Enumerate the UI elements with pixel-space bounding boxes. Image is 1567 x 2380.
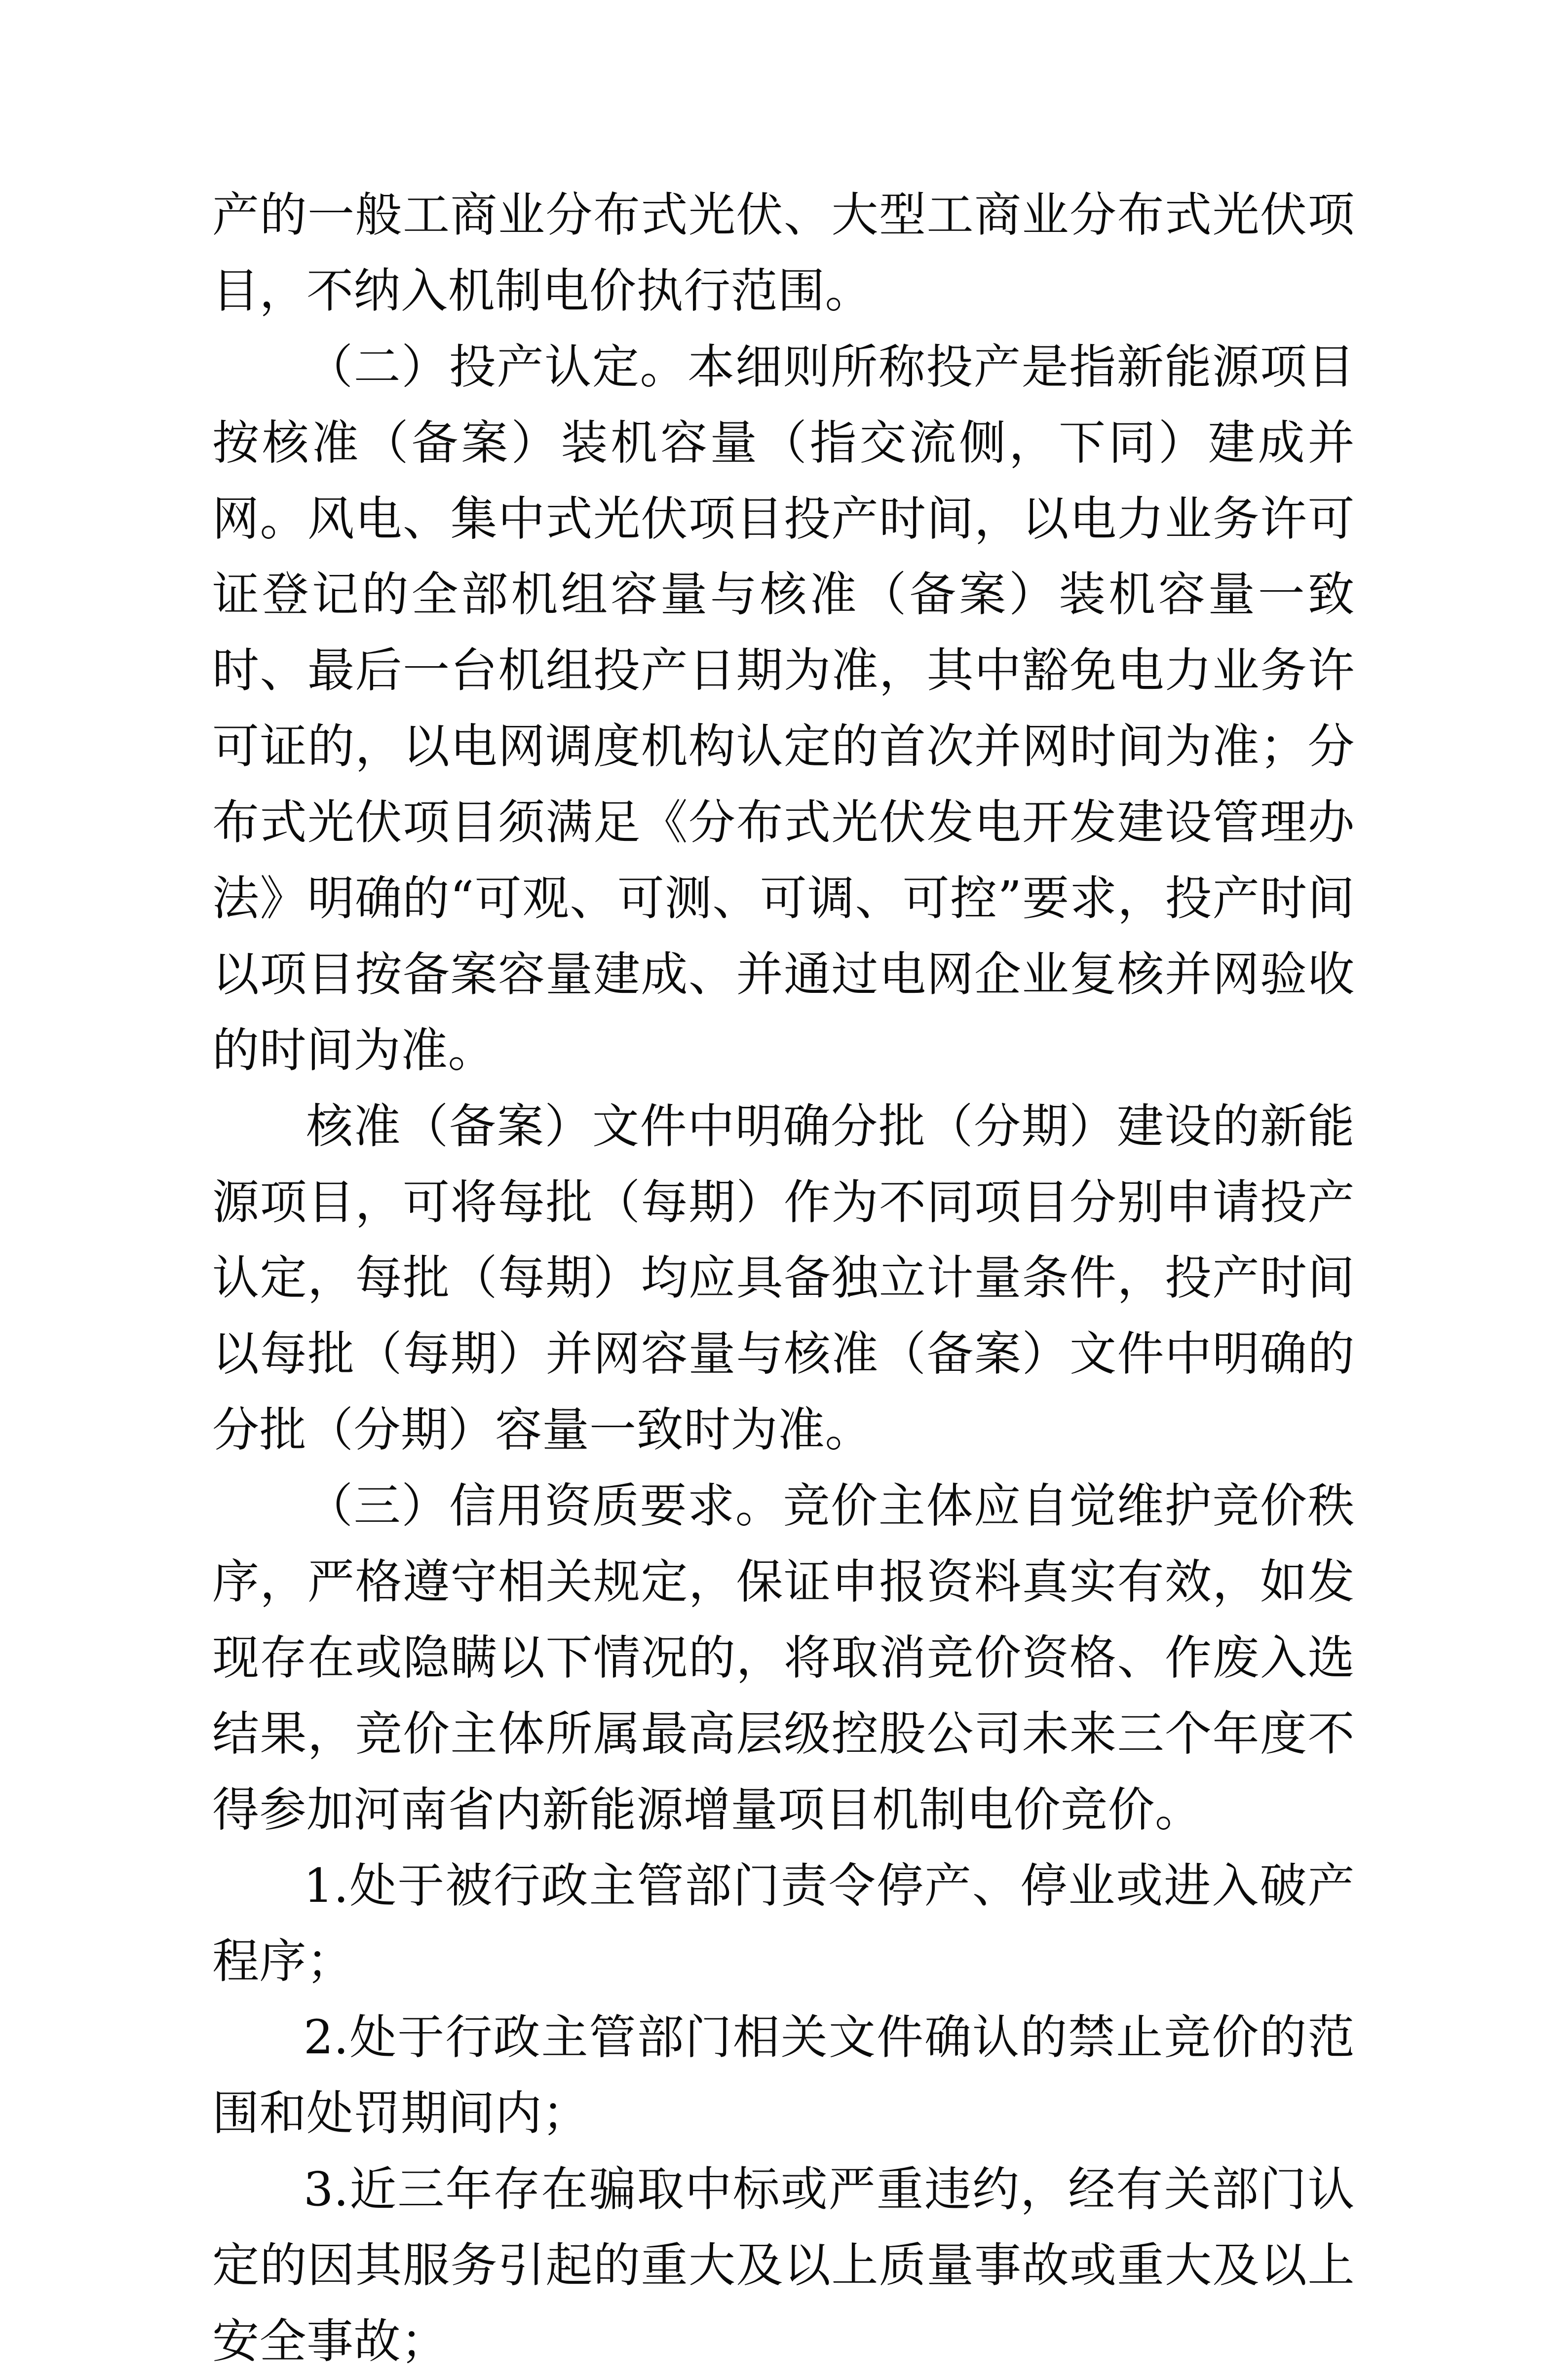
paragraph-1: 产的一般工商业分布式光伏、大型工商业分布式光伏项目，不纳入机制电价执行范围。 [212, 188, 1355, 318]
paragraph-4: （三）信用资质要求。竞价主体应自觉维护竞价秩序，严格遵守相关规定，保证申报资料真实有效，如发现存在或隐瞒以下情况的，将取消竞价资格、作废入选结果，竞价主体所属最高层级控股公司未来三个年度不得参加河南省内新能源增量项目机制电价竞价。 [212, 1479, 1355, 1837]
paragraph-7: 3.近三年存在骗取中标或严重违约，经有关部门认定的因其服务引起的重大及以上质量事故或重大及以上安全事故； [212, 2162, 1355, 2369]
paragraph-6: 2.处于行政主管部门相关文件确认的禁止竞价的范围和处罚期间内； [212, 2010, 1355, 2141]
paragraph-3: 核准（备案）文件中明确分批（分期）建设的新能源项目，可将每批（每期）作为不同项目分别申请投产认定，每批（每期）均应具备独立计量条件，投产时间以每批（每期）并网容量与核准（备案）文件中明确的分批（分期）容量一致时为准。 [212, 1099, 1355, 1458]
paragraph-2: （二）投产认定。本细则所称投产是指新能源项目按核准（备案）装机容量（指交流侧，下同）建成并网。风电、集中式光伏项目投产时间，以电力业务许可证登记的全部机组容量与核准（备案）装机容量一致时、最后一台机组投产日期为准，其中豁免电力业务许可证的，以电网调度机构认定的首次并网时间为准；分布式光伏项目须满足《分布式光伏发电开发建设管理办法》明确的“可观、可测、可调、可控”要求，投产时间以项目按备案容量建成、并通过电网企业复核并网验收的时间为准。 [212, 340, 1355, 1078]
paragraph-5: 1.处于被行政主管部门责令停产、停业或进入破产程序； [212, 1858, 1355, 1989]
document-body [212, 178, 1355, 2380]
